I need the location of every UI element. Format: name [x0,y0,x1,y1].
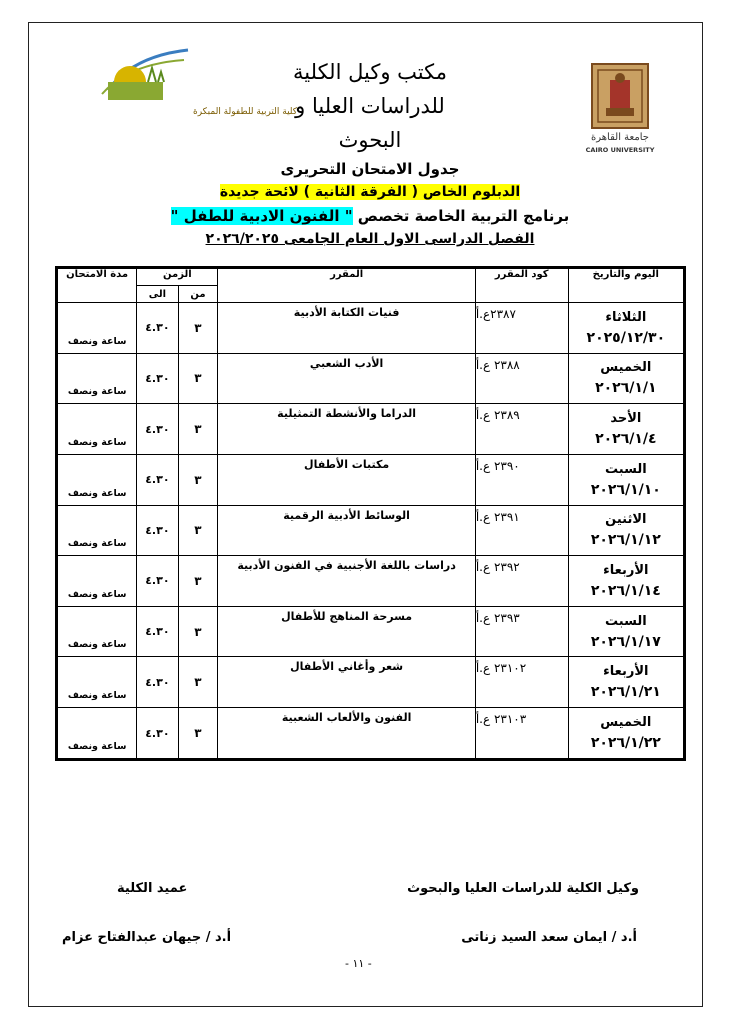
row-day: الثلاثاء [605,309,647,325]
exam-schedule-table [55,266,686,761]
table-row [57,353,685,404]
program-specialization: " الفنون الادبية للطفل " [170,207,353,225]
row-day: السبت [605,461,647,477]
exam-schedule-title: جدول الامتحان التحريرى [280,160,460,178]
dean-title: عميد الكلية [117,881,188,896]
row-from: ٣ [178,505,218,556]
faculty-logo [88,42,298,120]
table-header-row [57,268,685,286]
row-from: ٣ [178,303,218,354]
row-to: ٤.٣٠ [137,454,178,505]
row-day-date [568,556,684,607]
vice-dean-name: أ.د / ايمان سعد السيد زناتى [461,930,637,945]
row-day: الاثنين [605,512,647,528]
row-from: ٣ [178,353,218,404]
row-day-date [568,708,684,760]
row-day: الخميس [600,360,652,376]
row-duration: ساعة ونصف [57,606,137,657]
row-day-date [568,353,684,404]
row-course: الأدب الشعبي [218,353,475,404]
table-row [57,657,685,708]
row-to: ٤.٣٠ [137,505,178,556]
row-date: ٢٠٢٦/١/١٠ [590,481,661,498]
row-code: ٢٣٨٩ ع.أ [475,404,568,455]
table-row [57,606,685,657]
row-day-date [568,657,684,708]
row-day-date [568,303,684,354]
header-to: الى [137,286,178,303]
row-course: الدراما والأنشطة التمثيلية [218,404,475,455]
header-day-date: اليوم والتاريخ [568,268,684,303]
dean-name: أ.د / جيهان عبدالفتاح عزام [62,930,232,945]
row-to: ٤.٣٠ [137,404,178,455]
row-day: الأربعاء [603,664,649,680]
table-row [57,404,685,455]
row-to: ٤.٣٠ [137,708,178,760]
row-day: الخميس [600,715,652,730]
row-from: ٣ [178,454,218,505]
diploma-title-text: الدبلوم الخاص ( الفرقة الثانية ) لائحة جديدة [219,184,521,200]
program-title [150,204,590,228]
vice-dean-title: وكيل الكلية للدراسات العليا والبحوث [407,881,639,896]
semester-title: الفصل الدراسى الاول العام الجامعى ٢٠٢٦/٢٠٢٥ [205,231,535,247]
office-title-line1: مكتب وكيل الكلية [293,60,447,84]
row-day: الأحد [610,411,642,427]
row-code: ٢٣٩١ ع.أ [475,505,568,556]
row-from: ٣ [178,708,218,760]
row-date: ٢٠٢٦/١/١٧ [590,633,661,650]
row-day-date [568,606,684,657]
row-duration: ساعة ونصف [57,303,137,354]
office-title-line2: للدراسات العليا و البحوث [295,94,445,152]
row-code: ٢٣١٠٢ ع.أ [475,657,568,708]
header-course: المقرر [218,268,475,303]
table-row [57,708,685,760]
row-duration: ساعة ونصف [57,657,137,708]
table-row [57,303,685,354]
row-code: ٢٣١٠٣ ع.أ [475,708,568,760]
header-code: كود المقرر [475,268,568,303]
row-date: ٢٠٢٦/١/٤ [595,431,657,448]
row-to: ٤.٣٠ [137,556,178,607]
row-to: ٤.٣٠ [137,657,178,708]
row-course: مسرحة المناهج للأطفال [218,606,475,657]
row-date: ٢٠٢٥/١٢/٣٠ [586,329,666,346]
row-course: الوسائط الأدبية الرقمية [218,505,475,556]
row-code: ٢٣٩٢ ع.أ [475,556,568,607]
row-date: ٢٠٢٦/١/١ [595,380,657,397]
row-from: ٣ [178,556,218,607]
header-time: الزمن [137,268,218,286]
cairo-university-logo [580,58,660,156]
row-day-date [568,404,684,455]
row-code: ٢٣٨٧ع.أ [475,303,568,354]
row-course: شعر وأغاني الأطفال [218,657,475,708]
row-date: ٢٠٢٦/١/١٤ [590,582,661,599]
row-duration: ساعة ونصف [57,556,137,607]
program-title-prefix: برنامج التربية الخاصة تخصص [357,207,570,225]
row-course: دراسات باللغة الأجنبية في الفنون الأدبية [218,556,475,607]
row-from: ٣ [178,606,218,657]
table-row [57,556,685,607]
header-from: من [178,286,218,303]
row-code: ٢٣٩٣ ع.أ [475,606,568,657]
row-from: ٣ [178,404,218,455]
header-duration: مدة الامتحان [57,268,137,303]
row-duration: ساعة ونصف [57,708,137,760]
row-to: ٤.٣٠ [137,353,178,404]
row-code: ٢٣٩٠ ع.أ [475,454,568,505]
row-to: ٤.٣٠ [137,303,178,354]
cairo-university-logo-ar: جامعة القاهرة [591,132,649,143]
row-day: الأربعاء [603,562,649,578]
row-duration: ساعة ونصف [57,454,137,505]
row-duration: ساعة ونصف [57,353,137,404]
table-row [57,454,685,505]
row-from: ٣ [178,657,218,708]
row-course: مكتبات الأطفال [218,454,475,505]
row-course: فنيات الكتابة الأدبية [218,303,475,354]
row-date: ٢٠٢٦/١/٢١ [590,684,661,701]
row-course: الفنون والألعاب الشعبية [218,708,475,760]
row-date: ٢٠٢٦/١/٢٢ [590,735,661,751]
row-day: السبت [605,613,647,629]
document-titles [150,158,590,250]
row-code: ٢٣٨٨ ع.أ [475,353,568,404]
row-to: ٤.٣٠ [137,606,178,657]
cairo-university-logo-en: CAIRO UNIVERSITY [585,146,655,154]
office-title [270,55,470,157]
row-day-date [568,505,684,556]
faculty-logo-text: كلية التربية للطفولة المبكرة [193,107,298,117]
row-duration: ساعة ونصف [57,404,137,455]
diploma-title [150,180,590,204]
table-row [57,505,685,556]
row-duration: ساعة ونصف [57,505,137,556]
row-date: ٢٠٢٦/١/١٢ [590,532,661,549]
page-number: - ١١ - [345,957,372,970]
row-day-date [568,454,684,505]
